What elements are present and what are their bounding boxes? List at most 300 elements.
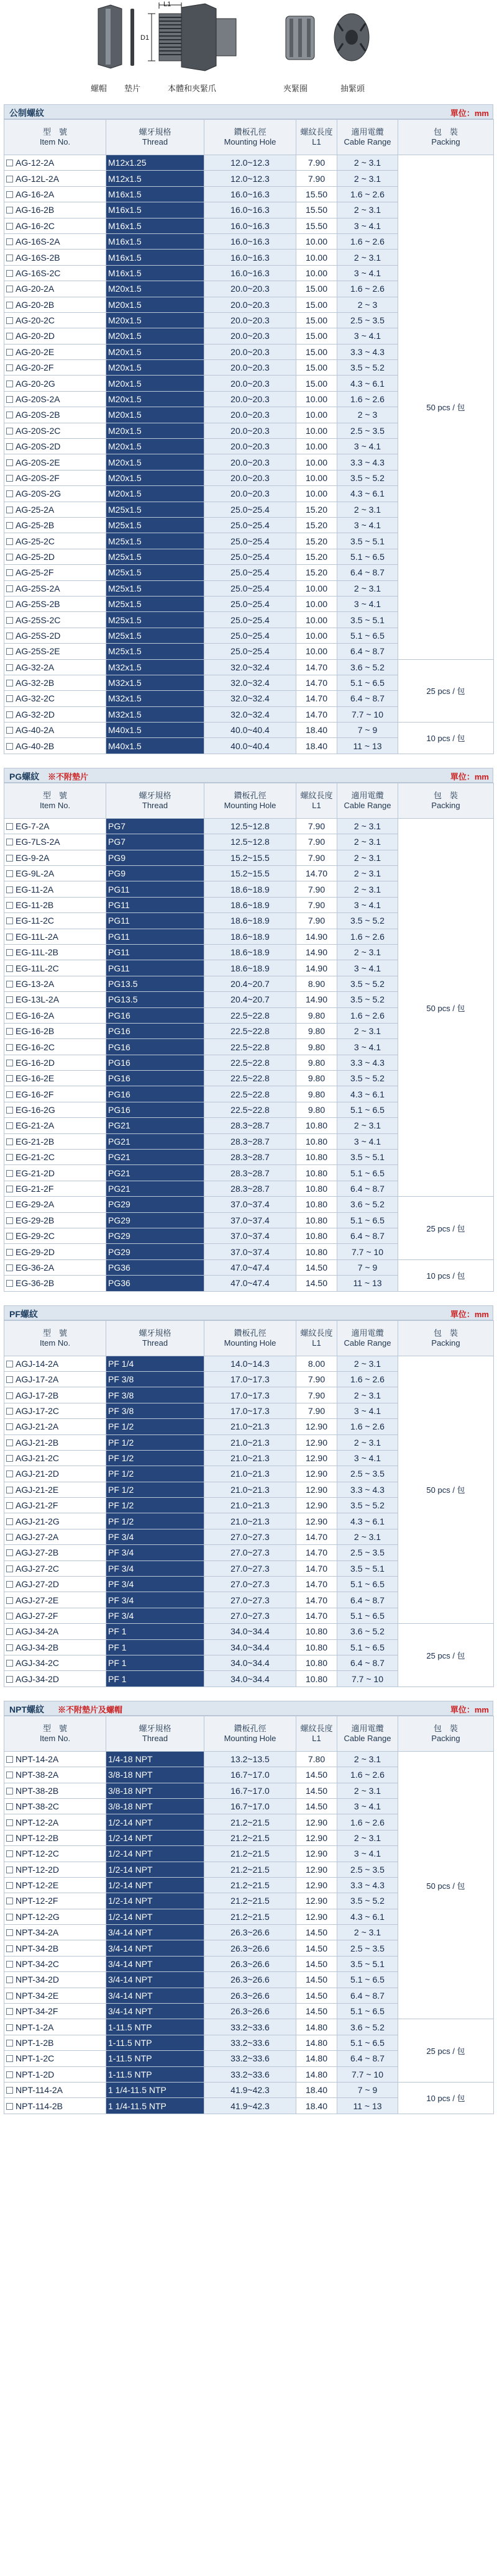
l1-value: 14.50 [305,1278,328,1289]
row-checkbox[interactable] [6,1597,13,1604]
mounting-hole-cell [204,1798,296,1814]
row-checkbox[interactable] [6,1154,13,1161]
row-checkbox[interactable] [6,349,13,356]
row-checkbox[interactable] [6,1060,13,1066]
thread-value: PG11 [108,884,130,894]
row-checkbox[interactable] [6,1012,13,1019]
column-header-zh: 型 號 [42,1723,67,1733]
row-checkbox[interactable] [6,490,13,497]
row-checkbox[interactable] [6,412,13,418]
item-no-value: AGJ-27-2F [16,1611,58,1621]
l1-value: 14.80 [305,2022,328,2032]
row-checkbox[interactable] [6,191,13,198]
item-no-cell [4,866,106,881]
l1-value: 9.80 [308,1057,326,1068]
l1-value: 10.80 [305,1231,328,1241]
thread-cell [106,2051,204,2066]
row-checkbox[interactable] [6,934,13,940]
thread-value: PG11 [108,963,130,973]
cable-range-cell [337,1434,398,1450]
column-header-zh: 螺牙規格 [139,1723,171,1733]
cable-range-value: 3 ~ 4.1 [353,268,381,278]
row-checkbox[interactable] [6,364,13,371]
item-no-value: AG-20S-2E [16,457,60,467]
thread-value: M32x1.5 [108,678,142,688]
l1-cell [296,1529,337,1544]
row-checkbox[interactable] [6,1756,13,1763]
item-no-value: EG-29-2B [16,1215,55,1225]
mounting-hole-value: 20.4~20.7 [230,994,270,1005]
l1-value: 9.80 [308,1042,326,1052]
mounting-hole-value: 25.0~25.4 [230,504,270,515]
mounting-hole-value: 21.0~21.3 [230,1500,270,1511]
thread-value: 1/2-14 NPT [108,1911,153,1922]
cable-range-cell [337,659,398,675]
mounting-hole-value: 15.2~15.5 [230,852,270,863]
cable-range-cell [337,533,398,549]
row-checkbox[interactable] [6,1534,13,1541]
row-checkbox[interactable] [6,443,13,450]
l1-value: 15.00 [305,299,328,310]
row-checkbox[interactable] [6,1628,13,1635]
cable-range-cell [337,1450,398,1466]
row-checkbox[interactable] [6,1423,13,1430]
column-header-en: Cable Range [344,800,391,810]
thread-value: PG29 [108,1215,130,1225]
row-checkbox[interactable] [6,522,13,529]
row-checkbox[interactable] [6,2008,13,2015]
mounting-hole-cell [204,1877,296,1893]
row-checkbox[interactable] [6,1581,13,1588]
cable-range-value: 3 ~ 4.1 [353,331,381,341]
row-checkbox[interactable] [6,949,13,956]
spec-section [4,104,493,754]
l1-value: 14.50 [305,1262,328,1272]
l1-value: 15.00 [305,331,328,341]
row-checkbox[interactable] [6,1122,13,1129]
thread-cell [106,486,204,502]
thread-value: 3/4-14 NPT [108,1990,153,2001]
item-no-cell [4,1592,106,1608]
item-no-value: AG-25S-2A [16,583,60,593]
row-checkbox[interactable] [6,1660,13,1667]
row-checkbox[interactable] [6,617,13,624]
row-checkbox[interactable] [6,1850,13,1857]
row-checkbox[interactable] [6,1091,13,1098]
item-no-cell [4,423,106,438]
item-no-value: NPT-38-2A [16,1770,59,1780]
item-no-cell [4,1276,106,1291]
l1-cell [296,391,337,407]
row-checkbox[interactable] [6,2055,13,2062]
row-checkbox[interactable] [6,1361,13,1367]
row-checkbox[interactable] [6,1565,13,1572]
cable-range-value: 2 ~ 3.1 [353,504,381,515]
row-checkbox[interactable] [6,870,13,877]
row-checkbox[interactable] [6,396,13,403]
item-no-value: AG-32-2A [16,662,55,672]
l1-value: 10.80 [305,1120,328,1131]
l1-cell [296,1023,337,1038]
l1-cell [296,1181,337,1196]
mounting-hole-cell [204,250,296,265]
mounting-hole-cell [204,533,296,549]
cable-range-cell [337,1039,398,1055]
row-checkbox[interactable] [6,1772,13,1778]
column-header-packing [398,1716,494,1751]
row-checkbox[interactable] [6,475,13,482]
thread-cell [106,549,204,564]
row-checkbox[interactable] [6,1408,13,1415]
row-checkbox[interactable] [6,1676,13,1683]
row-checkbox[interactable] [6,680,13,687]
item-no-cell [4,565,106,580]
cable-range-cell [337,1940,398,1956]
column-header-mounting-hole [204,1320,296,1356]
item-no-cell [4,1387,106,1403]
cable-range-cell [337,1102,398,1117]
row-checkbox[interactable] [6,459,13,466]
row-checkbox[interactable] [6,1170,13,1177]
row-checkbox[interactable] [6,1819,13,1826]
row-checkbox[interactable] [6,554,13,561]
row-checkbox[interactable] [6,711,13,718]
thread-value: M25x1.5 [108,504,142,515]
row-checkbox[interactable] [6,1439,13,1446]
row-checkbox[interactable] [6,223,13,230]
l1-value: 18.40 [305,741,328,751]
row-checkbox[interactable] [6,2024,13,2031]
row-checkbox[interactable] [6,664,13,671]
mounting-hole-value: 20.0~20.3 [230,331,270,341]
row-checkbox[interactable] [6,1518,13,1525]
row-checkbox[interactable] [6,1867,13,1873]
l1-value: 12.90 [305,1880,328,1891]
l1-cell [296,1798,337,1814]
row-checkbox[interactable] [6,1502,13,1509]
thread-cell [106,944,204,960]
row-checkbox[interactable] [6,1201,13,1208]
row-checkbox[interactable] [6,1249,13,1256]
row-checkbox[interactable] [6,176,13,182]
thread-value: PF 1 [108,1626,127,1637]
row-checkbox[interactable] [6,317,13,324]
row-checkbox[interactable] [6,1976,13,1983]
cable-range-value: 1.6 ~ 2.6 [350,1817,385,1827]
row-checkbox[interactable] [6,1613,13,1619]
row-checkbox[interactable] [6,965,13,972]
item-no-value: EG-16-2F [16,1089,54,1099]
row-checkbox[interactable] [6,601,13,608]
row-checkbox[interactable] [6,648,13,655]
table-row [4,1624,494,1639]
cable-range-cell [337,913,398,929]
row-checkbox[interactable] [6,507,13,513]
l1-cell [296,659,337,675]
thread-value: PG13.5 [108,994,138,1005]
thread-cell [106,565,204,580]
row-checkbox[interactable] [6,1233,13,1240]
thread-value: 1/2-14 NPT [108,1832,153,1843]
l1-value: 9.80 [308,1010,326,1020]
row-checkbox[interactable] [6,1107,13,1114]
cable-range-cell [337,2098,398,2114]
item-no-value: EG-11L-2C [16,963,59,973]
l1-value: 15.00 [305,378,328,389]
row-checkbox[interactable] [6,1961,13,1968]
l1-cell [296,850,337,865]
thread-value: PG21 [108,1168,130,1178]
l1-value: 15.20 [305,567,328,578]
l1-cell [296,186,337,202]
row-checkbox[interactable] [6,1186,13,1192]
item-no-value: NPT-12-2D [16,1864,60,1875]
row-checkbox[interactable] [6,823,13,830]
thread-cell [106,738,204,754]
column-header-zh: 適用電纜 [351,1723,384,1733]
row-checkbox[interactable] [6,695,13,702]
thread-value: M20x1.5 [108,299,142,310]
l1-value: 12.90 [305,1469,328,1479]
row-checkbox[interactable] [6,727,13,734]
row-checkbox[interactable] [6,839,13,845]
item-no-value: AG-20S-2G [16,489,62,499]
row-checkbox[interactable] [6,1280,13,1287]
column-header-zh: 螺紋長度 [300,1723,333,1733]
l1-cell [296,2004,337,2019]
row-checkbox[interactable] [6,1392,13,1399]
mounting-hole-cell [204,233,296,249]
cable-range-cell [337,1150,398,1165]
item-no-cell [4,2051,106,2066]
mounting-hole-value: 16.0~16.3 [230,220,270,231]
cable-range-cell [337,1466,398,1482]
l1-cell [296,328,337,344]
l1-value: 12.90 [305,1896,328,1906]
row-checkbox[interactable] [6,270,13,277]
item-no-cell [4,1228,106,1244]
column-header-en: Thread [142,800,168,810]
cable-range-value: 3.6 ~ 5.2 [350,1199,385,1210]
l1-value: 14.90 [305,947,328,958]
row-checkbox[interactable] [6,886,13,893]
thread-cell [106,233,204,249]
row-checkbox[interactable] [6,2040,13,2047]
l1-value: 14.70 [305,693,328,704]
mounting-hole-value: 25.0~25.4 [230,536,270,546]
row-checkbox[interactable] [6,1376,13,1383]
l1-cell [296,502,337,517]
column-header-zh: 鑽板孔徑 [234,127,267,137]
table-row [4,1197,494,1212]
row-checkbox[interactable] [6,1644,13,1651]
mounting-hole-cell [204,1434,296,1450]
row-checkbox[interactable] [6,585,13,592]
row-checkbox[interactable] [6,2071,13,2078]
cable-range-cell [337,1133,398,1149]
l1-value: 7.90 [308,884,326,894]
item-no-cell [4,1909,106,1924]
cable-range-value: 3.3 ~ 4.3 [350,346,385,357]
column-header-packing [398,783,494,818]
l1-cell [296,1592,337,1608]
cable-range-value: 5.1 ~ 6.5 [350,2037,385,2048]
thread-value: PG16 [108,1057,130,1068]
row-checkbox[interactable] [6,1044,13,1051]
column-header-l1-length [296,1716,337,1751]
thread-value: M16x1.5 [108,205,142,215]
row-checkbox[interactable] [6,302,13,308]
mounting-hole-cell [204,2082,296,2097]
cable-range-cell [337,1403,398,1418]
thread-cell [106,1466,204,1482]
item-no-value: EG-21-2D [16,1168,55,1178]
row-checkbox[interactable] [6,538,13,545]
mounting-hole-value: 20.0~20.3 [230,284,270,294]
l1-cell [296,1877,337,1893]
mounting-hole-cell [204,596,296,611]
mounting-hole-cell [204,1086,296,1102]
row-checkbox[interactable] [6,1264,13,1271]
thread-value: 3/4-14 NPT [108,1943,153,1953]
row-checkbox[interactable] [6,428,13,435]
cable-range-cell [337,233,398,249]
row-checkbox[interactable] [6,743,13,750]
row-checkbox[interactable] [6,1882,13,1889]
cable-range-value: 2 ~ 3 [357,410,378,420]
washer-illustration [130,9,134,66]
mounting-hole-value: 27.0~27.3 [230,1611,270,1621]
thread-cell [106,423,204,438]
row-checkbox[interactable] [6,1138,13,1145]
row-checkbox[interactable] [6,1898,13,1904]
mounting-hole-value: 18.6~18.9 [230,947,270,958]
mounting-hole-cell [204,1988,296,2003]
mounting-hole-cell [204,2066,296,2082]
item-no-cell [4,391,106,407]
mounting-hole-cell [204,1450,296,1466]
row-checkbox[interactable] [6,254,13,261]
row-checkbox[interactable] [6,333,13,340]
mounting-hole-value: 37.0~37.4 [230,1199,270,1210]
row-checkbox[interactable] [6,996,13,1003]
item-no-value: EG-29-2C [16,1231,55,1241]
l1-cell [296,155,337,171]
l1-cell [296,1228,337,1244]
mounting-hole-cell [204,1830,296,1845]
column-header-cable-range [337,1716,398,1751]
row-checkbox[interactable] [6,1028,13,1035]
item-no-cell [4,976,106,991]
row-checkbox[interactable] [6,1549,13,1556]
nut-illustration [98,5,122,68]
packing-cell: 50 pcs / 包 [398,1356,494,1624]
row-checkbox[interactable] [6,917,13,924]
item-no-cell [4,1862,106,1877]
row-checkbox[interactable] [6,1835,13,1842]
row-checkbox[interactable] [6,633,13,639]
column-header-en: Item No. [39,137,71,146]
l1-cell [296,1434,337,1450]
thread-value: M25x1.5 [108,615,142,625]
row-checkbox[interactable] [6,1914,13,1921]
row-checkbox[interactable] [6,1217,13,1224]
thread-cell [106,2019,204,2035]
cable-range-value: 3 ~ 4.1 [353,1042,381,1052]
l1-cell [296,1639,337,1655]
row-checkbox[interactable] [6,1945,13,1952]
l1-cell [296,723,337,738]
thread-cell [106,202,204,218]
row-checkbox[interactable] [6,1803,13,1810]
mounting-hole-value: 41.9~42.3 [230,2101,270,2111]
column-header-zh: 適用電纜 [351,1328,384,1338]
column-header-en: Mounting Hole [224,800,276,810]
item-no-cell [4,1118,106,1133]
l1-value: 15.20 [305,536,328,546]
l1-cell [296,549,337,564]
row-checkbox[interactable] [6,1993,13,1999]
column-header-thread [106,783,204,818]
mounting-hole-value: 22.5~22.8 [230,1073,270,1084]
row-checkbox[interactable] [6,238,13,245]
column-header-en: Packing [431,1338,460,1348]
row-checkbox[interactable] [6,207,13,214]
row-checkbox[interactable] [6,1487,13,1493]
thread-value: M20x1.5 [108,441,142,452]
row-checkbox[interactable] [6,1455,13,1462]
row-checkbox[interactable] [6,1470,13,1477]
l1-cell [296,1371,337,1387]
row-checkbox[interactable] [6,902,13,909]
row-checkbox[interactable] [6,381,13,387]
thread-cell [106,1039,204,1055]
mounting-hole-value: 17.0~17.3 [230,1374,270,1385]
l1-value: 14.80 [305,2037,328,2048]
cable-range-cell [337,850,398,865]
row-checkbox[interactable] [6,981,13,988]
cable-range-cell [337,202,398,218]
row-checkbox[interactable] [6,2087,13,2094]
mounting-hole-cell [204,1212,296,1228]
section-header [4,768,493,783]
row-checkbox[interactable] [6,855,13,862]
row-checkbox[interactable] [6,286,13,292]
item-no-cell [4,1071,106,1086]
row-checkbox[interactable] [6,160,13,166]
row-checkbox[interactable] [6,569,13,576]
mounting-hole-value: 16.0~16.3 [230,236,270,247]
row-checkbox[interactable] [6,1788,13,1795]
l1-value: 14.70 [305,709,328,719]
thread-cell [106,1023,204,1038]
thread-cell [106,1925,204,1940]
column-header-zh: 螺牙規格 [139,790,171,800]
cable-range-value: 2 ~ 3.1 [353,1754,381,1764]
row-checkbox[interactable] [6,1075,13,1082]
row-checkbox[interactable] [6,2103,13,2110]
item-no-cell [4,1371,106,1387]
mounting-hole-cell [204,1466,296,1482]
cable-range-value: 6.4 ~ 8.7 [350,646,385,657]
thread-value: PG11 [108,931,130,942]
thread-value: PG9 [108,852,126,863]
row-checkbox[interactable] [6,1929,13,1936]
thread-cell [106,1814,204,1830]
thread-cell [106,644,204,659]
thread-value: M20x1.5 [108,457,142,467]
thread-value: PG36 [108,1278,130,1289]
